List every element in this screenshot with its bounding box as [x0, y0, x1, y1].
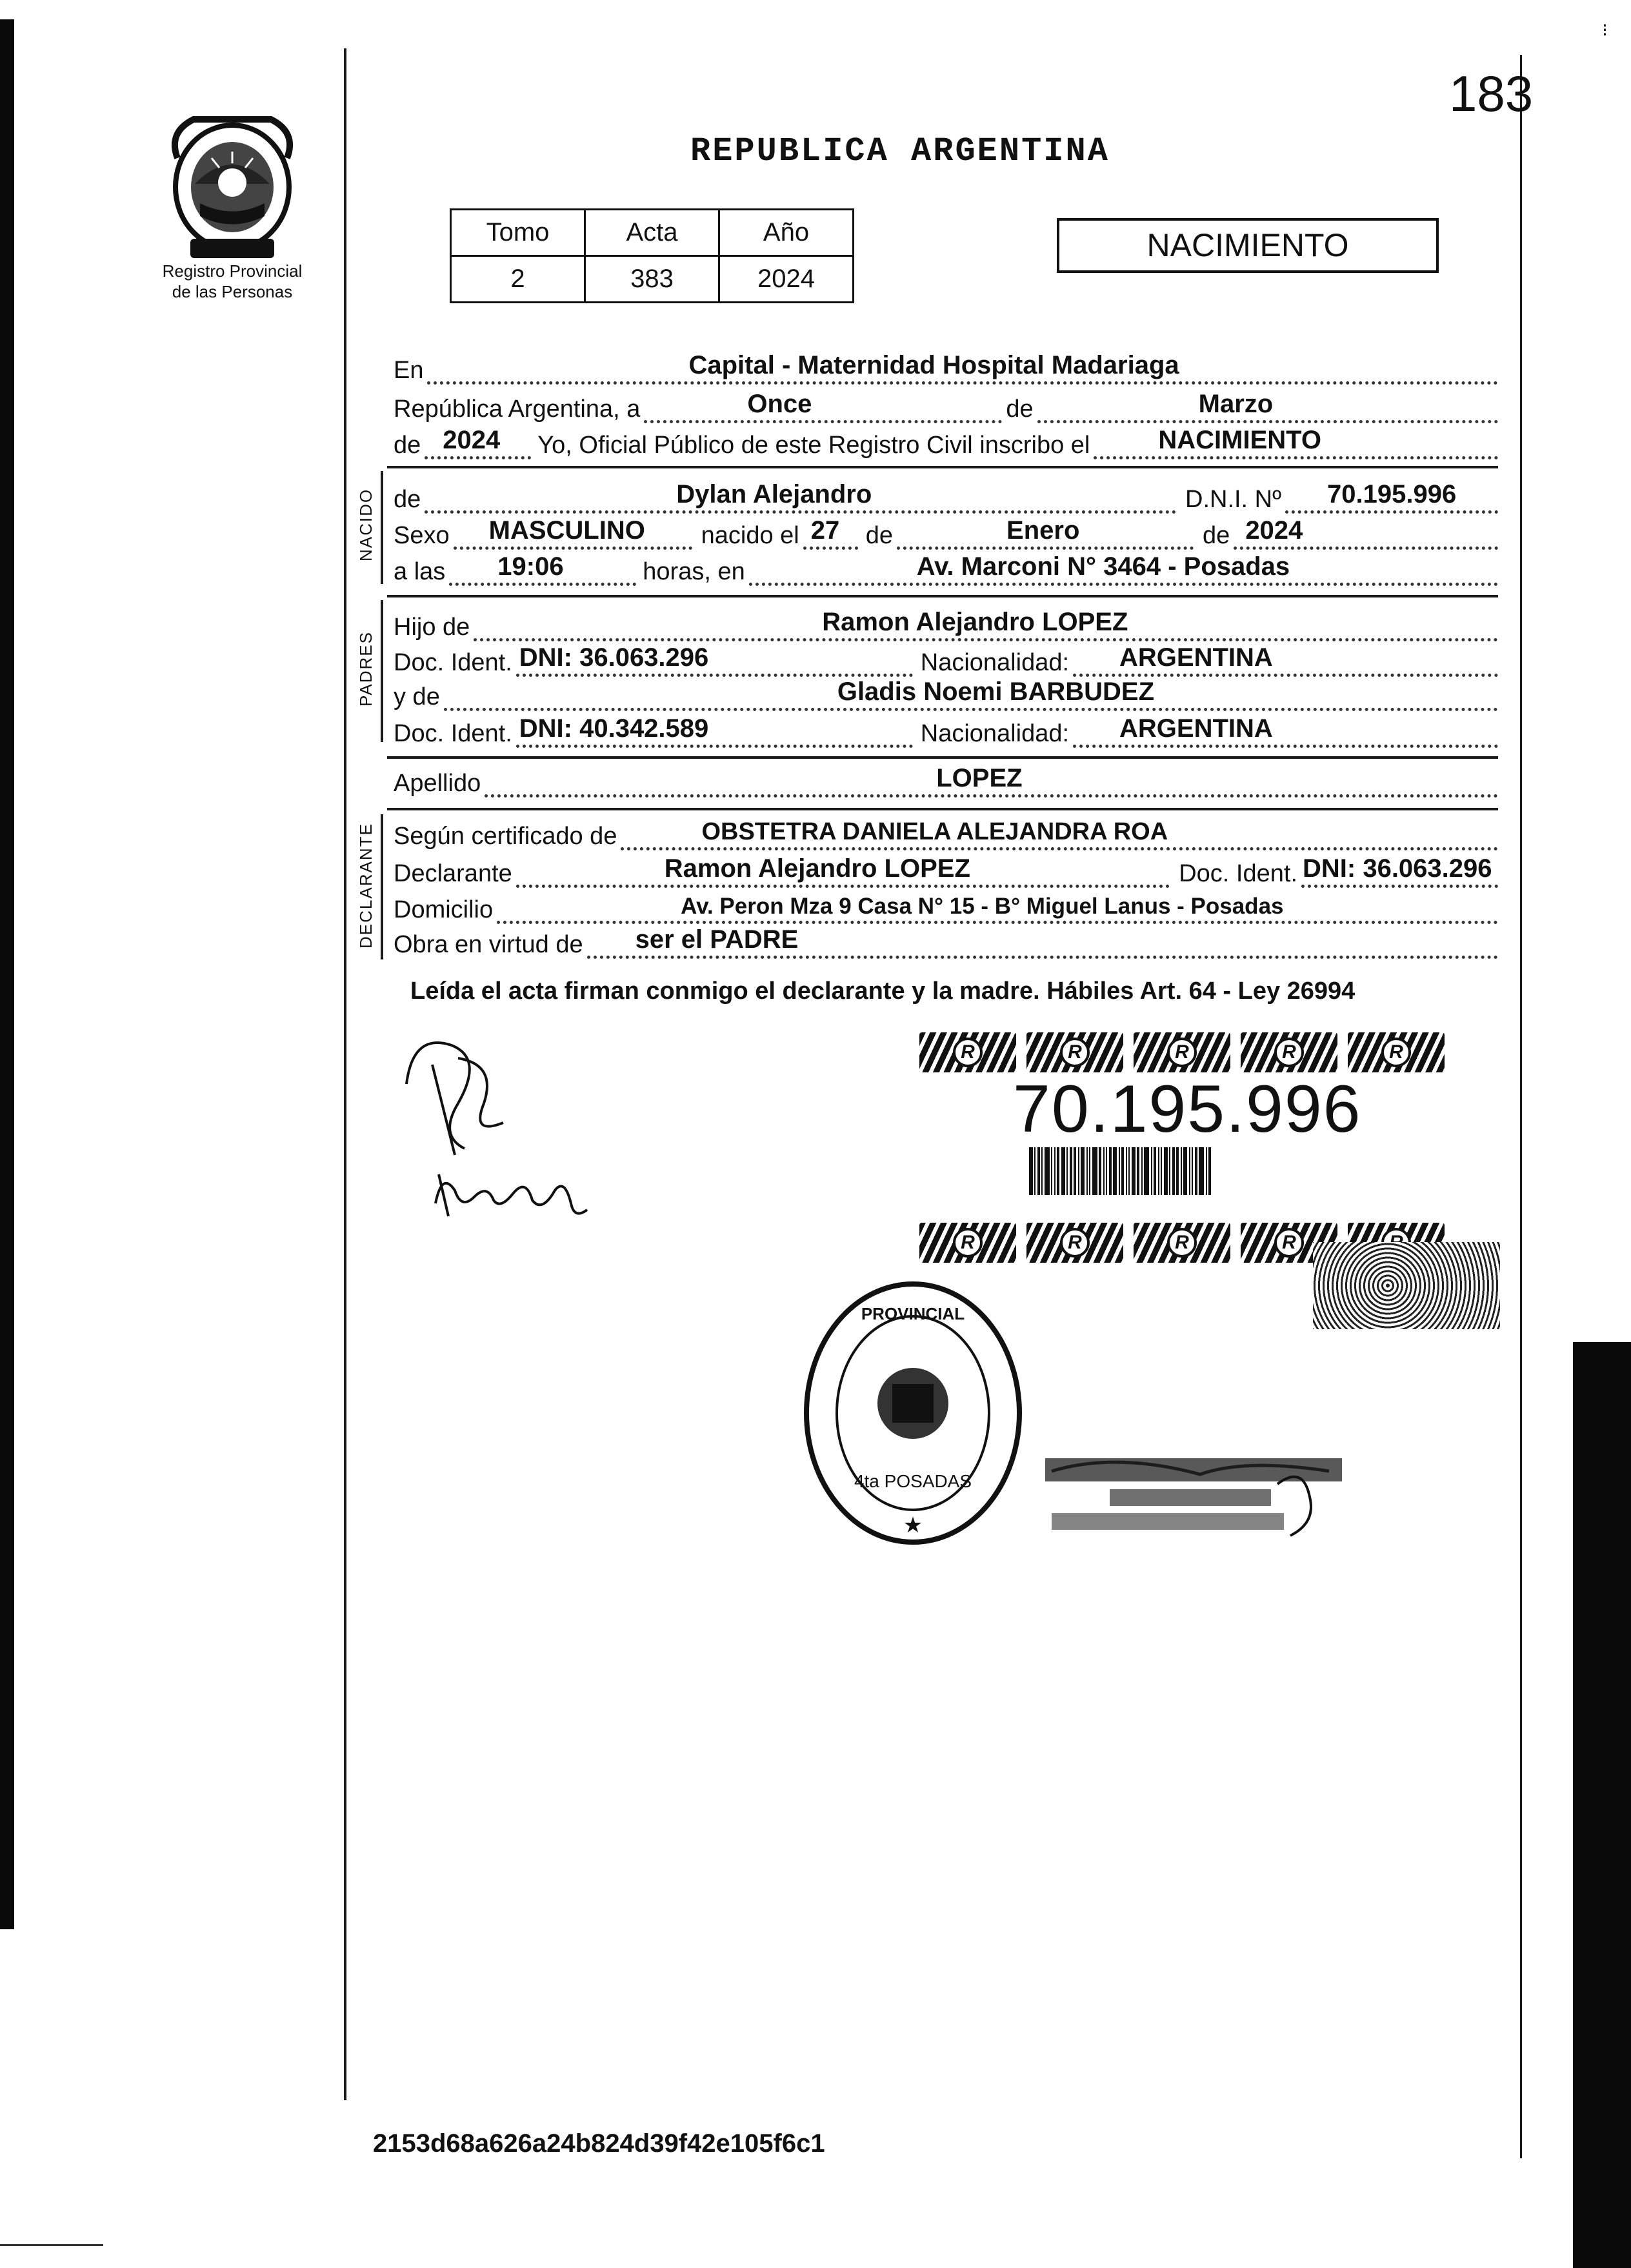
svg-text:PROVINCIAL: PROVINCIAL [861, 1304, 965, 1323]
barcode-stripe [1092, 1147, 1097, 1195]
republica-label: República Argentina, a [394, 396, 641, 423]
security-mark: R [1060, 1038, 1090, 1067]
row-inscription [394, 423, 1498, 459]
security-segment [919, 1032, 1016, 1072]
security-mark: R [1060, 1228, 1090, 1258]
security-segment [919, 1223, 1016, 1263]
barcode-stripe [1057, 1147, 1059, 1195]
place-label: En [394, 357, 424, 384]
barcode-stripe [1051, 1147, 1052, 1195]
security-mark: R [1381, 1038, 1411, 1067]
place-fill [427, 351, 1498, 385]
barcode-stripe [1089, 1147, 1090, 1195]
father-nationality-label: Nacionalidad: [920, 649, 1070, 676]
name-label: de [394, 486, 421, 513]
rule-1 [387, 466, 1498, 468]
barcode-stripe [1037, 1147, 1040, 1195]
barcode-stripe [1137, 1147, 1139, 1195]
birth-de-label-1: de [865, 522, 894, 549]
margin-line-right [1520, 55, 1522, 2158]
row-father [394, 605, 1498, 641]
inscribe-value: NACIMIENTO [1158, 426, 1321, 454]
barcode-stripe [1172, 1147, 1175, 1195]
barcode-stripe [1066, 1147, 1068, 1195]
registry-header-acta: Acta [585, 210, 719, 256]
father-nationality-fill [1073, 643, 1498, 677]
barcode-stripe [1054, 1147, 1056, 1195]
time-label: a las [394, 558, 446, 585]
son-of-label: Hijo de [394, 614, 470, 641]
barcode-stripe [1109, 1147, 1112, 1195]
security-segment [1348, 1032, 1445, 1072]
barcode-stripe [1206, 1147, 1207, 1195]
security-dni-number: 70.195.996 [1013, 1072, 1362, 1147]
birth-day-value: 27 [810, 516, 840, 545]
scan-mark-bottom [0, 2244, 103, 2246]
month-de-label: de [1006, 396, 1034, 423]
declarant-doc-label: Doc. Ident. [1179, 860, 1297, 887]
barcode-stripe [1144, 1147, 1149, 1195]
security-mark: R [1167, 1038, 1197, 1067]
barcode-stripe [1074, 1147, 1076, 1195]
declarante-section-label: DECLARANTE [356, 823, 375, 948]
security-mark: R [953, 1228, 983, 1258]
row-time-place [394, 550, 1498, 586]
sex-fill [454, 516, 692, 550]
barcode-stripe [1199, 1147, 1204, 1195]
hologram-patch [1313, 1242, 1500, 1329]
barcode-stripe [1078, 1147, 1079, 1195]
birth-day-fill [803, 516, 858, 550]
registry-header-anio: Año [719, 210, 854, 256]
address-fill [497, 894, 1498, 924]
logo-caption-line-1: Registro Provincial [162, 261, 303, 281]
father-doc-value: DNI: 36.063.296 [519, 643, 709, 672]
barcode-stripe [1029, 1147, 1033, 1195]
certificate-label: Según certificado de [394, 823, 617, 850]
mother-doc-value: DNI: 40.342.589 [519, 714, 709, 743]
barcode-stripe [1189, 1147, 1190, 1195]
reason-fill [587, 925, 1498, 959]
barcode-stripe [1113, 1147, 1117, 1195]
security-mark: R [1274, 1228, 1304, 1258]
barcode-stripe [1103, 1147, 1105, 1195]
address-label: Domicilio [394, 896, 494, 923]
security-segment [1241, 1032, 1337, 1072]
barcode-stripe [1126, 1147, 1127, 1195]
year-fill [425, 426, 531, 459]
document-title: REPUBLICA ARGENTINA [690, 132, 1110, 170]
barcode [1029, 1147, 1306, 1195]
svg-text:★: ★ [903, 1513, 923, 1538]
barcode-stripe [1141, 1147, 1143, 1195]
born-label: nacido el [701, 522, 799, 549]
barcode-stripe [1041, 1147, 1043, 1195]
mother-doc-fill [516, 714, 913, 748]
row-surname [394, 761, 1498, 798]
security-mark: R [1274, 1038, 1304, 1067]
row-reason [394, 923, 1498, 959]
official-seal [797, 1274, 1029, 1552]
barcode-stripe [1164, 1147, 1168, 1195]
row-mother [394, 675, 1498, 711]
barcode-stripe [1119, 1147, 1120, 1195]
corner-mark: ⁝ [1602, 20, 1608, 40]
row-place [394, 348, 1498, 385]
time-value: 19:06 [497, 552, 564, 581]
reason-value: ser el PADRE [635, 925, 799, 954]
security-segment [1134, 1032, 1230, 1072]
registry-header-row [451, 210, 854, 256]
nacido-bracket [381, 471, 383, 584]
mother-signature [429, 1145, 597, 1229]
father-fill [474, 608, 1498, 641]
barcode-stripe [1106, 1147, 1107, 1195]
row-certificate [394, 814, 1498, 850]
rule-3 [387, 756, 1498, 759]
security-mark: R [1167, 1228, 1197, 1258]
inscribe-fill [1094, 426, 1498, 459]
address-value: Av. Peron Mza 9 Casa N° 15 - B° Miguel Lanus - Posadas [681, 894, 1284, 919]
row-date [394, 387, 1498, 423]
row-declarant [394, 852, 1498, 888]
name-value: Dylan Alejandro [676, 480, 872, 508]
place-value: Capital - Maternidad Hospital Madariaga [688, 351, 1179, 379]
row-father-doc [394, 641, 1498, 677]
barcode-stripe [1070, 1147, 1072, 1195]
declarant-doc-fill [1301, 854, 1498, 888]
barcode-stripe [1034, 1147, 1036, 1195]
barcode-stripe [1195, 1147, 1197, 1195]
scan-edge-right [1573, 1342, 1631, 2268]
surname-value: LOPEZ [936, 764, 1023, 792]
declarant-label: Declarante [394, 860, 512, 887]
barcode-stripe [1161, 1147, 1162, 1195]
birth-place-value: Av. Marconi N° 3464 - Posadas [916, 552, 1290, 581]
birth-month-fill [897, 516, 1194, 550]
svg-text:4ta POSADAS: 4ta POSADAS [854, 1471, 972, 1491]
barcode-stripe [1128, 1147, 1130, 1195]
birth-year-fill [1234, 516, 1498, 550]
logo-caption-line-2: de las Personas [172, 281, 293, 301]
and-of-label: y de [394, 683, 440, 710]
father-doc-label: Doc. Ident. [394, 649, 512, 676]
officer-signature [394, 1026, 542, 1161]
rule-2 [387, 595, 1498, 597]
security-segment [1026, 1032, 1123, 1072]
closing-statement: Leída el acta firman conmigo el declarante y la madre. Hábiles Art. 64 - Ley 26994 [410, 978, 1356, 1005]
logo-caption [123, 261, 342, 302]
mother-fill [444, 677, 1498, 711]
barcode-stripe [1169, 1147, 1170, 1195]
father-doc-fill [516, 643, 913, 677]
registry-value-tomo: 2 [451, 256, 585, 303]
registry-value-anio: 2024 [719, 256, 854, 303]
time-fill [449, 552, 636, 586]
hours-in-label: horas, en [643, 558, 745, 585]
padres-section-label: PADRES [356, 631, 375, 707]
dni-value: 70.195.996 [1327, 480, 1457, 508]
reason-label: Obra en virtud de [394, 931, 583, 958]
name-fill [425, 480, 1176, 514]
barcode-stripe [1132, 1147, 1136, 1195]
mother-name-value: Gladis Noemi BARBUDEZ [837, 677, 1154, 706]
registry-header-tomo: Tomo [451, 210, 585, 256]
security-band-top [919, 1032, 1445, 1072]
year-value: 2024 [443, 426, 501, 454]
birth-place-fill [749, 552, 1498, 586]
declarant-fill [516, 854, 1170, 888]
barcode-stripe [1158, 1147, 1159, 1195]
birth-de-label-2: de [1203, 522, 1230, 549]
security-mark: R [953, 1038, 983, 1067]
mother-nationality-value: ARGENTINA [1119, 714, 1273, 743]
day-value: Once [747, 390, 812, 418]
registry-table [450, 208, 854, 303]
margin-line-left [344, 48, 346, 2100]
barcode-stripe [1192, 1147, 1193, 1195]
declarante-bracket [381, 814, 383, 959]
registry-value-acta: 383 [585, 256, 719, 303]
barcode-stripe [1081, 1147, 1085, 1195]
barcode-stripe [1045, 1147, 1050, 1195]
authorized-signature-stamp [1032, 1445, 1355, 1549]
day-fill [644, 390, 1002, 423]
sex-label: Sexo [394, 522, 450, 549]
certificate-value: OBSTETRA DANIELA ALEJANDRA ROA [701, 818, 1168, 845]
barcode-stripe [1099, 1147, 1101, 1195]
declarant-value: Ramon Alejandro LOPEZ [664, 854, 970, 883]
barcode-stripe [1176, 1147, 1179, 1195]
sex-value: MASCULINO [488, 516, 645, 545]
province-coat-of-arms-logo [155, 106, 310, 261]
padres-bracket [381, 600, 383, 742]
father-name-value: Ramon Alejandro LOPEZ [822, 608, 1128, 636]
nacido-section-label: NACIDO [356, 488, 375, 561]
row-name [394, 477, 1498, 514]
year-prefix-label: de [394, 432, 421, 459]
mother-nationality-fill [1073, 714, 1498, 748]
row-mother-doc [394, 712, 1498, 748]
mother-doc-label: Doc. Ident. [394, 720, 512, 747]
document-hash: 2153d68a626a24b824d39f42e105f6c1 [373, 2129, 825, 2158]
act-type-box: NACIMIENTO [1057, 218, 1439, 273]
mother-nationality-label: Nacionalidad: [920, 720, 1070, 747]
birth-month-value: Enero [1006, 516, 1080, 545]
scan-edge-left [0, 19, 14, 1929]
birth-year-value: 2024 [1245, 516, 1303, 545]
dni-fill [1285, 480, 1498, 514]
barcode-stripe [1151, 1147, 1152, 1195]
barcode-stripe [1154, 1147, 1156, 1195]
father-nationality-value: ARGENTINA [1119, 643, 1273, 672]
oficial-text: Yo, Oficial Público de este Registro Civil inscribo el [537, 432, 1090, 459]
barcode-stripe [1183, 1147, 1187, 1195]
month-fill [1037, 390, 1498, 423]
page-number: 183 [1449, 65, 1534, 122]
surname-fill [485, 764, 1498, 798]
security-segment [1026, 1223, 1123, 1263]
surname-label: Apellido [394, 770, 481, 797]
declarant-doc-value: DNI: 36.063.296 [1303, 854, 1492, 883]
dni-label: D.N.I. Nº [1185, 486, 1281, 513]
barcode-stripe [1061, 1147, 1065, 1195]
barcode-stripe [1181, 1147, 1182, 1195]
security-segment [1134, 1223, 1230, 1263]
rule-4 [387, 808, 1498, 810]
row-address [394, 888, 1498, 924]
registry-value-row [451, 256, 854, 303]
barcode-stripe [1086, 1147, 1088, 1195]
barcode-stripe [1208, 1147, 1211, 1195]
certificate-fill [621, 818, 1498, 850]
barcode-stripe [1121, 1147, 1124, 1195]
month-value: Marzo [1198, 390, 1274, 418]
row-sex-birth [394, 514, 1498, 550]
